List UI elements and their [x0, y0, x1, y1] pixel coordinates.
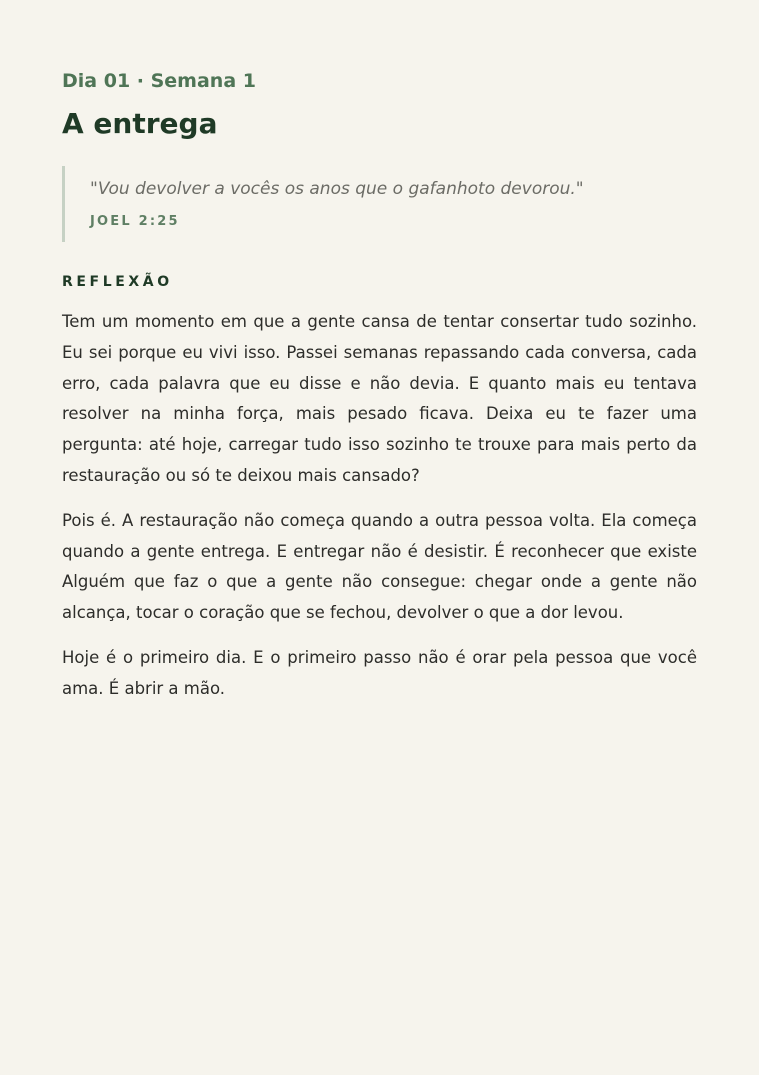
day-label: Dia 01 · Semana 1	[62, 70, 256, 92]
reflection-paragraph: Tem um momento em que a gente cansa de tentar consertar tudo sozinho. Eu sei porque eu vivi isso. Passei semanas repassando cada conversa, cada erro, cada palavra que eu disse e não devia. E quanto mais eu tentava resolver na minha força, mais pesado ficava. Deixa eu te fazer uma pergunta: até hoje, carregar tudo isso sozinho te trouxe para mais perto da restauração ou só te deixou mais cansado?	[62, 312, 697, 485]
page-title: A entrega	[62, 107, 218, 140]
verse-text: "Vou devolver a vocês os anos que o gafanhoto devorou."	[90, 179, 584, 199]
reflection-paragraph: Pois é. A restauração não começa quando a outra pessoa volta. Ela começa quando a gente entrega. E entregar não é desistir. É reconhecer que existe Alguém que faz o que a gente não consegue: chegar onde a gente não alcança, tocar o coração que se fechou, devolver o que a dor levou.	[62, 510, 697, 623]
verse-quote	[62, 166, 697, 242]
reflection-heading: REFLEXÃO	[62, 274, 173, 290]
verse-reference: JOEL 2:25	[90, 214, 180, 229]
reflection-paragraph: Hoje é o primeiro dia. E o primeiro passo não é orar pela pessoa que você ama. É abrir a mão.	[62, 647, 697, 698]
